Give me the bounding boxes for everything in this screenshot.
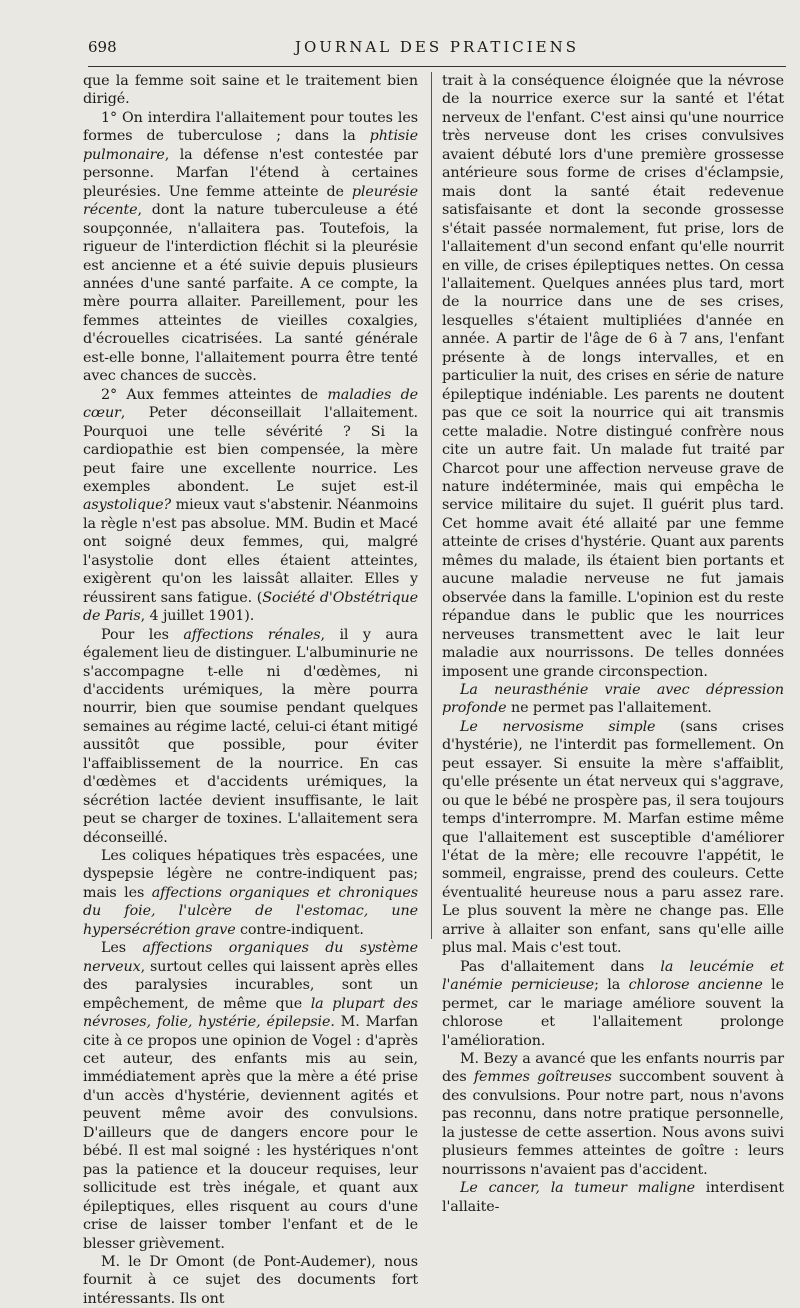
paragraph [83,109,418,386]
italic-text: affections organiques et chroniques du foie, l'ulcère de l'estomac, une hypersécrétion grave [83,884,418,938]
italic-text: chlorose ancienne [628,977,763,994]
italic-text: asystolique? [83,497,172,514]
text-span: , il y aura également lieu de distinguer. L'albuminurie ne s'accompagne t-elle ni d'œdèmes, ni d'accidents urémiques, la mère pourra nourrir, bien que soumise pendant quelques semaines au régime lacté, celui-ci étant mitigé aussitôt que possible, pour éviter l'affaiblissement de la nourrice. En cas d'œdèmes et d'accidents urémiques, la sécrétion lactée devient insuffisante, le lait peut se charger de toxines. L'allaitement sera déconseillé. [83,626,419,846]
text-span: , la défense n'est contestée par personne. Marfan l'étend à certaines pleurésies. Une femme atteinte de [83,146,418,200]
text-span: le permet, car le mariage améliore souvent la chlorose et l'allaitement prolonge l'amélioration. [442,977,784,1049]
header-rule [88,66,786,67]
journal-title: JOURNAL DES PRATICIENS [294,38,580,56]
text-span: Pour les [101,626,184,643]
text-span: trait à la conséquence éloignée que la névrose de la nourrice exerce sur la santé et l'état nerveux de l'enfant. C'est ainsi qu'une nourrice très nerveuse dont les crises convulsives avaient débuté lors d'une première grossesse antérieure sous forme de crises d'éclampsie, mais dont la santé était redevenue satisfaisante et dont la seconde grossesse s'était passée normalement, fut prise, lors de l'allaitement d'un second enfant qu'elle nourrit en ville, de crises épileptiques nettes. On cessa l'allaitement. Quelques années plus tard, mort de la nourrice dans une de ses crises, lesquelles s'étaient multipliées d'année en année. A partir de l'âge de 6 à 7 ans, l'enfant présente à de longs intervalles, et en particulier la nuit, des crises en série de nature épileptique indéniable. Les parents ne doutent pas que ce soit la nourrice qui ait transmis cette maladie. Notre distingué confrère nous cite un autre fait. Un malade fut traité par Charcot pour une affection nerveuse grave de nature indéterminée, mais qui empêcha le service militaire du sujet. Il guérit plus tard. Cet homme avait été allaité par une femme atteinte de crises d'hystérie. Quant aux parents mêmes du malade, ils étaient bien portants et aucune maladie nerveuse ne fut jamais observée dans la famille. L'opinion est du reste répandue dans le public que les nourrices nerveuses transmettent avec le lait leur maladie aux nourrissons. De telles données imposent une grande circonspection. [442,73,784,680]
text-span: contre-indiquent. [235,921,364,938]
text-span: Pas d'allaitement dans [460,958,661,975]
italic-text: femmes goîtreuses [473,1069,612,1086]
text-span: mieux vaut s'abstenir. Néanmoins la règle n'est pas absolue. MM. Budin et Macé ont soigné deux femmes, qui, malgré l'asystolie dont elles étaient atteintes, exigèrent qu'on les laissât allaiter. Elles y réussirent sans fatigue. ( [83,497,418,606]
paragraph [442,681,784,718]
paragraph [83,386,418,626]
text-span: (sans crises d'hystérie), ne l'interdit pas formellement. On peut essayer. Si ensuite la mère s'affaiblit, qu'elle présente un état nerveux qui s'aggrave, ou que le bébé ne prospère pas, il sera toujours temps d'interrompre. M. Marfan estime même que l'allaitement est susceptible d'améliorer l'état de la mère; elle recouvre l'appétit, le sommeil, engraisse, prend des couleurs. Cette éventualité heureuse nous a paru assez rare. Le plus souvent la mère ne change pas. Elle arrive à allaiter son enfant, sans qu'elle aille plus mal. Mais c'est tout. [442,718,784,957]
italic-text: affections organiques du système nerveux [83,940,418,975]
text-span: 2° Aux femmes atteintes de [101,386,328,403]
text-span: Les coliques hépatiques très espacées, une dyspepsie légère ne contre-indiquent pas; mais les [83,848,418,901]
text-span: M. Bezy a avancé que les enfants nourris par des [442,1051,784,1086]
text-span: 1° On interdira l'allaitement pour toutes les formes de tuberculose ; dans la [83,109,418,145]
text-span: , 4 juillet 1901). [140,608,255,625]
paragraph [442,958,784,1050]
italic-text: La neurasthénie vraie avec dépression profonde [442,681,784,717]
page-number: 698 [88,38,117,56]
text-span: Les [101,940,143,957]
text-span: ne permet pas l'allaitement. [506,700,712,717]
page-header [88,38,786,62]
paragraph [442,1179,784,1216]
paragraph [83,847,418,939]
paragraph [442,718,784,958]
text-span: que la femme soit saine et le traitement bien dirigé. [83,73,418,108]
italic-text: affections rénales [183,626,321,643]
paragraph [442,1050,784,1179]
italic-text: la leucémie et l'anémie pernicieuse [442,958,784,994]
text-span: succombent souvent à des convulsions. Pour notre part, nous n'avons pas reconnu, dans notre pratique personnelle, la justesse de cette assertion. Nous avons suivi plusieurs femmes atteintes de goître : leurs nourrissons n'avaient pas d'accident. [442,1069,784,1178]
text-span: , surtout celles qui laissent après elles des paralysies incurables, sont un empêchement, de même que [83,958,418,1012]
italic-text: Société d'Obstétrique de Paris [83,589,418,625]
paragraph [83,1253,418,1308]
right-column [442,72,784,1216]
italic-text: Le cancer, la tumeur maligne [460,1180,695,1197]
italic-text: maladies de cœur [83,386,418,422]
text-span: M. le Dr Omont (de Pont-Audemer), nous fournit à ce sujet des documents fort intéressants. Ils ont [83,1254,418,1307]
text-span: , Peter déconseillait l'allaitement. Pourquoi une telle sévérité ? Si la cardiopathie est bien compensée, la mère peut faire une excellente nourrice. Les exemples abondent. Le sujet est-il [83,405,418,495]
paragraph [83,72,418,109]
italic-text: la plupart des névroses, folie, hystérie, épilepsie. [83,995,418,1031]
italic-text: Le nervosisme simple [460,718,656,735]
column-divider [431,72,432,939]
italic-text: phtisie pulmonaire [83,128,418,163]
text-span: ; la [594,977,629,994]
text-span: M. Marfan cite à ce propos une opinion de Vogel : d'après cet auteur, des enfants mis au sein, immédiatement après que la mère a été prise d'un accès d'hystérie, deviennent agités et peuvent même avoir des convulsions. D'ailleurs que de dangers encore pour le bébé. Il est mal soigné : les hystériques n'ont pas la patience et la douceur requises, leur sollicitude est très inégale, et quant aux épileptiques, elles risquent au cours d'une crise de laisser tomber l'enfant et de le blesser grièvement. [83,1014,418,1252]
text-span: interdisent l'allaite- [442,1180,784,1215]
left-column [83,72,418,1308]
paragraph [83,626,418,847]
italic-text: pleurésie récente [83,183,418,219]
text-span: , dont la nature tuberculeuse a été soupçonnée, n'allaitera pas. Toutefois, la rigueur de l'interdiction fléchit si la pleurésie est ancienne et a été suivie depuis plusieurs années d'une santé parfaite. A ce compte, la mère pourra allaiter. Pareillement, pour les femmes atteintes de vieilles coxalgies, d'écrouelles cicatrisées. La santé générale est-elle bonne, l'allaitement pourra être tenté avec chances de succès. [83,202,418,385]
paragraph [442,72,784,681]
paragraph [83,939,418,1253]
